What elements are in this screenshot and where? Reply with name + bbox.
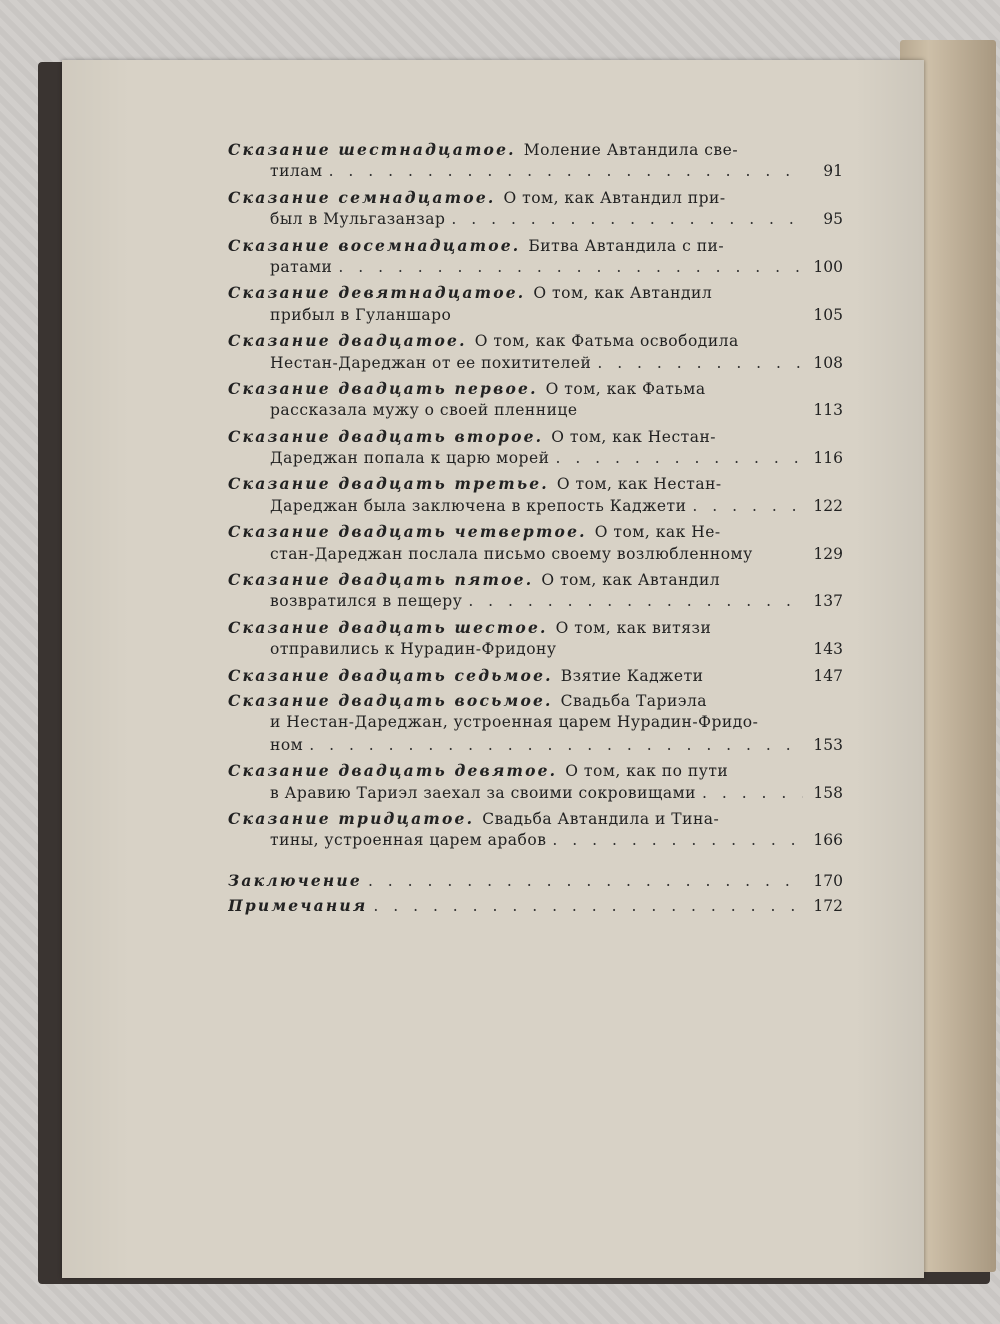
toc-entry-text: Нестан-Дареджан от ее похитителей <box>270 353 592 372</box>
toc-entry <box>228 140 843 185</box>
toc-entry <box>228 618 843 663</box>
table-of-contents <box>228 140 843 922</box>
toc-line <box>228 618 843 640</box>
toc-entry-title: Сказание двадцать четвертое. <box>228 522 587 542</box>
toc-line <box>228 210 843 232</box>
toc-entry-text: Битва Автандила с пи- <box>528 236 725 255</box>
toc-entry-text: О том, как по пути <box>565 762 729 781</box>
toc-entry <box>228 896 843 918</box>
toc-entry-title: Сказание двадцать восьмое. <box>228 690 553 710</box>
leader-dots <box>591 354 803 372</box>
toc-line <box>228 188 843 210</box>
toc-line <box>228 809 843 831</box>
toc-entry-text: ратами <box>270 257 333 276</box>
toc-page-number: 137 <box>813 592 843 611</box>
toc-entry <box>228 691 843 758</box>
toc-page-number: 166 <box>813 831 843 850</box>
toc-entry <box>228 283 843 328</box>
leader-dots <box>546 831 803 849</box>
leader-dots <box>445 210 803 228</box>
toc-notes-title: Примечания <box>228 896 368 916</box>
toc-entry <box>228 666 843 688</box>
toc-page-number: 170 <box>813 871 843 890</box>
toc-entry-text: рассказала мужу о своей пленнице <box>270 401 578 420</box>
toc-entry <box>228 809 843 854</box>
toc-page-number: 122 <box>813 496 843 515</box>
toc-line <box>228 427 843 449</box>
toc-page-number: 113 <box>813 401 843 420</box>
toc-entry <box>228 474 843 519</box>
toc-entry <box>228 188 843 233</box>
toc-entry-text: был в Мульгазанзар <box>270 210 446 229</box>
leader-dots <box>549 449 803 467</box>
toc-page-number: 158 <box>813 783 843 802</box>
toc-entry-title: Сказание двадцать седьмое. <box>228 665 553 685</box>
toc-line <box>228 236 843 258</box>
toc-entry-title: Сказание двадцать шестое. <box>228 617 548 637</box>
toc-line <box>228 713 843 735</box>
leader-dots <box>462 592 803 610</box>
spacer <box>228 857 843 871</box>
toc-entry-title: Сказание семнадцатое. <box>228 187 496 207</box>
toc-entry-title: Сказание восемнадцатое. <box>228 235 521 255</box>
toc-entry-text: О том, как Не- <box>594 523 721 542</box>
toc-line <box>228 140 843 162</box>
toc-entry-text: Взятие Каджети <box>560 666 704 685</box>
toc-entry-text: стан-Дареджан послала письмо своему возлюбленному <box>270 544 753 563</box>
toc-line <box>228 306 843 328</box>
toc-entry-text: О том, как Нестан- <box>556 475 722 494</box>
toc-entry-title: Сказание двадцать первое. <box>228 378 538 398</box>
toc-entry <box>228 379 843 424</box>
toc-entry-text: отправились к Нурадин-Фридону <box>270 640 557 659</box>
leader-dots <box>362 872 803 890</box>
toc-entry-text: Дареджан попала к царю морей <box>270 449 550 468</box>
toc-page-number: 116 <box>813 449 843 468</box>
toc-line <box>228 640 843 662</box>
toc-line <box>228 449 843 471</box>
toc-page-number: 129 <box>813 544 843 563</box>
toc-entry-text: Дареджан была заключена в крепость Каджети <box>270 496 687 515</box>
toc-entry-title: Сказание двадцать девятое. <box>228 761 558 781</box>
toc-entry-text: в Аравию Тариэл заехал за своими сокровищами <box>270 783 696 802</box>
toc-line <box>228 761 843 783</box>
toc-entry-title: Сказание девятнадцатое. <box>228 283 526 303</box>
toc-page-number: 172 <box>813 897 843 916</box>
toc-line <box>228 831 843 853</box>
toc-page-number: 108 <box>813 353 843 372</box>
toc-entry <box>228 331 843 376</box>
leader-dots <box>303 736 803 754</box>
toc-entry-title: Сказание двадцать пятое. <box>228 570 534 590</box>
toc-entry-text: Свадьба Тариэла <box>560 691 708 710</box>
toc-line <box>228 258 843 280</box>
toc-entry <box>228 570 843 615</box>
leader-dots <box>323 162 803 180</box>
toc-entry <box>228 236 843 281</box>
leader-dots <box>332 258 803 276</box>
toc-entry-text: ном <box>270 735 304 754</box>
toc-page-number: 100 <box>813 257 843 276</box>
toc-line <box>228 691 843 713</box>
toc-entry-title: Сказание двадцать второе. <box>228 426 544 446</box>
toc-line <box>228 379 843 401</box>
toc-entry-title: Сказание двадцатое. <box>228 331 467 351</box>
toc-page-number: 91 <box>823 162 843 181</box>
toc-line <box>228 331 843 353</box>
toc-page-number: 153 <box>813 735 843 754</box>
toc-page-number: 147 <box>813 666 843 685</box>
toc-entry-text: возвратился в пещеру <box>270 592 463 611</box>
toc-entry-text: Свадьба Автандила и Тина- <box>482 809 720 828</box>
toc-line <box>228 871 843 893</box>
toc-entry-text: тилам <box>270 162 323 181</box>
toc-entry-text: О том, как Нестан- <box>551 427 717 446</box>
toc-line <box>228 497 843 519</box>
toc-page-number: 105 <box>813 305 843 324</box>
toc-entry-text: тины, устроенная царем арабов <box>270 831 547 850</box>
toc-line <box>228 896 843 918</box>
toc-entry-text: и Нестан-Дареджан, устроенная царем Нурадин-Фридо- <box>270 713 759 732</box>
toc-line <box>228 545 843 567</box>
toc-line <box>228 162 843 184</box>
toc-line <box>228 666 843 688</box>
toc-entry-text: О том, как Фатьма освободила <box>474 332 739 351</box>
toc-page-number: 95 <box>823 210 843 229</box>
toc-entry <box>228 871 843 893</box>
toc-entry-text: Моление Автандила све- <box>523 141 739 159</box>
toc-line <box>228 401 843 423</box>
toc-entry-text: О том, как Автандил <box>541 571 721 590</box>
toc-entry-text: О том, как витязи <box>555 618 712 637</box>
toc-line <box>228 354 843 376</box>
toc-entry-text: О том, как Автандил <box>533 284 713 303</box>
toc-line <box>228 570 843 592</box>
toc-entry <box>228 427 843 472</box>
toc-conclusion-title: Заключение <box>228 870 362 890</box>
toc-entry-text: прибыл в Гуланшаро <box>270 305 452 324</box>
toc-entry-text: О том, как Фатьма <box>545 379 706 398</box>
toc-page-number: 143 <box>813 640 843 659</box>
leader-dots <box>367 897 803 915</box>
leader-dots <box>686 497 803 515</box>
toc-entry <box>228 761 843 806</box>
toc-line <box>228 522 843 544</box>
toc-entry-title: Сказание двадцать третье. <box>228 474 549 494</box>
toc-entry-title: Сказание шестнадцатое. <box>228 140 516 159</box>
leader-dots <box>696 784 803 802</box>
toc-entry <box>228 522 843 567</box>
toc-line <box>228 736 843 758</box>
toc-line <box>228 283 843 305</box>
toc-entry-title: Сказание тридцатое. <box>228 808 475 828</box>
toc-line <box>228 784 843 806</box>
toc-line <box>228 474 843 496</box>
toc-line <box>228 592 843 614</box>
toc-entry-text: О том, как Автандил при- <box>503 188 726 207</box>
